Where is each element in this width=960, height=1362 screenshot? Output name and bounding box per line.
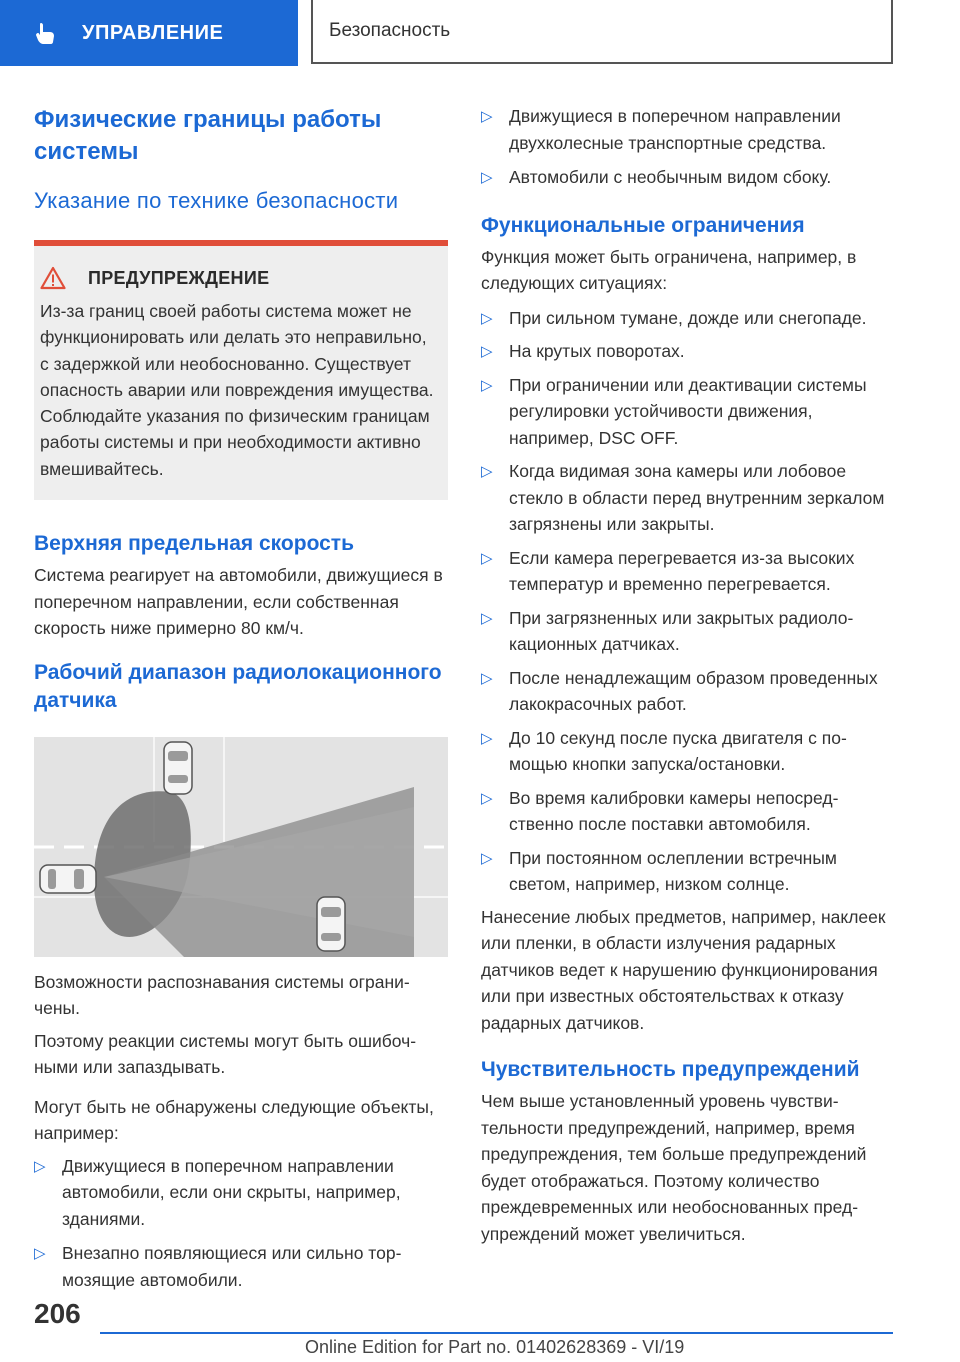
warning-text: Из-за границ своей работы система может не функционировать или делать это неправильно, с задержкой или необоснованно. Существует опасность аварии или повреждения имущества. Соблюдайте указания по физическим границам работы системы и при необходимости активно вмешивайтесь. (40, 301, 434, 479)
list-item: ▷ После ненадлежащим образом проведенных лакокрасочных работ. (481, 665, 896, 718)
radar-diagram (34, 737, 448, 957)
list-item: ▷ Во время калибровки камеры непосредственно после поставки автомобиля. (481, 785, 896, 838)
chapter-tab[interactable] (0, 0, 298, 66)
range-para-1: Возможности распознавания системы ограничены. (34, 971, 410, 1018)
speed-text: Система реагирует на автомобили, движущиеся в поперечном направлении, если собственная скорость ниже примерно 80 км/ч. (34, 565, 443, 638)
undetected-list (34, 1153, 448, 1294)
list-item: ▷ Движущиеся в поперечном направлении двухколесные транспортные средства. (481, 103, 896, 156)
list-item: ▷ При загрязненных или закрытых радиолокационных датчиках. (481, 605, 896, 658)
list-item: ▷ На крутых поворотах. (481, 338, 896, 365)
section-label: Безопасность (329, 20, 451, 41)
edition-text: Online Edition for Part no. 01402628369 - VI/19 (305, 1337, 685, 1357)
sensitivity-text: Чем выше установленный уровень чувствительности предупреждений, например, время предупреждения, тем больше предупреждений будет отображаться. Поэтому количество преждевременных или необоснованных предупреждений может увеличиться. (481, 1091, 867, 1244)
list-item: ▷ При постоянном ослеплении встречным светом, например, низком солнце. (481, 845, 896, 898)
chapter-tab-label: УПРАВЛЕНИЕ (82, 21, 224, 44)
warning-heading: ПРЕДУПРЕЖДЕНИЕ (88, 267, 270, 288)
speed-heading: Верхняя предельная скорость (34, 532, 354, 555)
warning-box (34, 240, 448, 500)
limits-intro: Функция может быть ограничена, например, в следующих ситуациях: (481, 246, 857, 293)
radar-range-illustration (34, 737, 448, 957)
hand-icon (34, 21, 58, 45)
undetected-list-continued (481, 103, 896, 191)
page-title: Физические границы работы системы (34, 106, 382, 165)
warning-triangle-icon (40, 266, 66, 290)
limits-heading: Функциональные ограничения (481, 213, 805, 237)
safety-subtitle: Указание по технике безопасности (34, 188, 399, 213)
footer-divider (100, 1332, 893, 1334)
car-top (164, 742, 192, 794)
car-bottom (317, 897, 345, 951)
list-item: ▷ Движущиеся в поперечном направлении автомобили, если они скрыты, например, зданиями. (34, 1153, 448, 1233)
range-para-2: Поэтому реакции системы могут быть ошибочными или запаздывать. (34, 1030, 417, 1077)
range-heading: Рабочий диапазон радиолокационного датчика (34, 660, 442, 712)
list-item: ▷ Внезапно появляющиеся или сильно тормозящие автомобили. (34, 1240, 448, 1293)
limits-outro: Нанесение любых предметов, например, наклеек или пленки, в области излучения радарных датчиков ведет к нарушению функционирования или при известных обстоятельствах к отказу радарных датчиков. (481, 906, 886, 1033)
section-header (311, 0, 893, 64)
list-item: ▷ Если камера перегревается из-за высоких температур и временно перегревается. (481, 545, 896, 598)
right-column (481, 96, 896, 1247)
warning-header (40, 266, 434, 290)
list-item: ▷ Когда видимая зона камеры или лобовое стекло в области перед внутренним зеркалом загрязнены или закрыты. (481, 458, 896, 538)
list-item: ▷ При ограничении или деактивации системы регулировки устойчивости движения, например, DSC OFF. (481, 372, 896, 452)
car-left (40, 865, 96, 893)
list-item: ▷ До 10 секунд после пуска двигателя с помощью кнопки запуска/остановки. (481, 725, 896, 778)
page-number: 206 (34, 1298, 81, 1329)
limits-list (481, 305, 896, 898)
sensitivity-heading: Чувствительность предупреждений (481, 1058, 860, 1081)
list-item: ▷ Автомобили с необычным видом сбоку. (481, 164, 896, 191)
left-column (34, 96, 448, 1293)
list-item: ▷ При сильном тумане, дожде или снегопаде. (481, 305, 896, 332)
range-para-3: Могут быть не обнаружены следующие объекты, например: (34, 1096, 434, 1143)
